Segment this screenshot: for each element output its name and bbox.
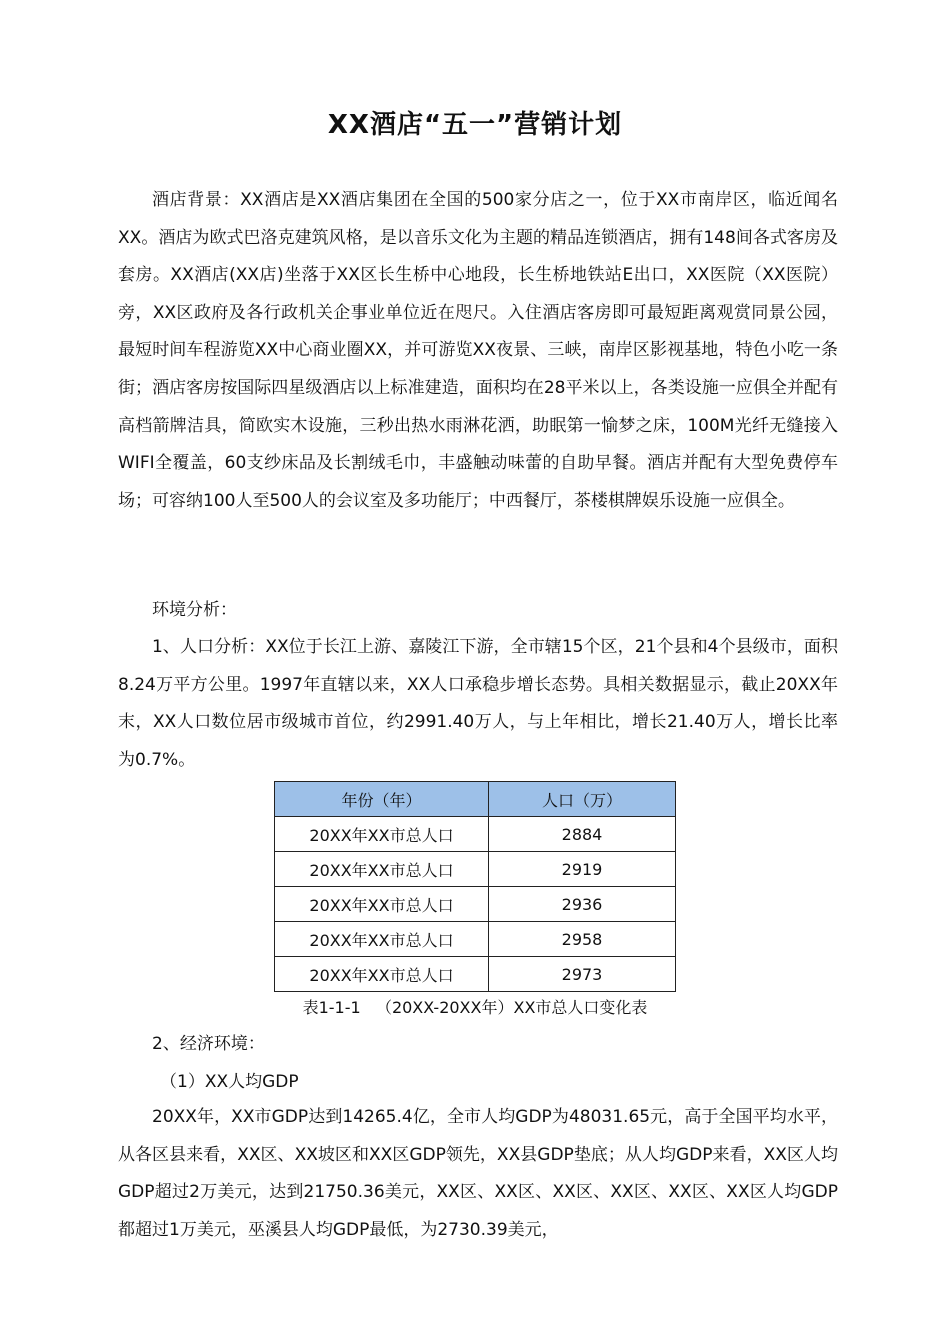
table-cell-population: 2884 — [489, 817, 676, 852]
table-cell-population: 2936 — [489, 887, 676, 922]
table-cell-year: 20XX年XX市总人口 — [275, 817, 489, 852]
gdp-paragraph: 20XX年，XX市GDP达到14265.4亿，全市人均GDP为48031.65元，高于全国平均水平，从各区县来看，XX区、XX坡区和XX区GDP领先，XX县GDP垫底；从人均GDP来看，XX区人均GDP超过2万美元，达到21750.36美元，XX区、XX区、XX区、XX区、XX区、XX区人均GDP都超过1万美元，巫溪县人均GDP最低，为2730.39美元， — [118, 1107, 838, 1240]
table-header-year: 年份（年） — [275, 782, 489, 817]
table-row — [275, 887, 676, 922]
table-caption: 表1-1-1 （20XX-20XX年）XX市总人口变化表 — [302, 998, 648, 1017]
table-cell-population: 2919 — [489, 852, 676, 887]
table-cell-year: 20XX年XX市总人口 — [275, 852, 489, 887]
gdp-subheading: （1）XX人均GDP — [160, 1072, 299, 1092]
table-header-row — [275, 782, 676, 817]
table-cell-population: 2973 — [489, 957, 676, 992]
population-table — [274, 781, 676, 992]
table-cell-year: 20XX年XX市总人口 — [275, 922, 489, 957]
table-cell-year: 20XX年XX市总人口 — [275, 957, 489, 992]
economic-heading: 2、经济环境： — [152, 1034, 265, 1054]
table-cell-year: 20XX年XX市总人口 — [275, 887, 489, 922]
table-cell-population: 2958 — [489, 922, 676, 957]
population-paragraph: 1、人口分析：XX位于长江上游、嘉陵江下游，全市辖15个区，21个县和4个县级市，面积8.24万平方公里。1997年直辖以来，XX人口承稳步增长态势。具相关数据显示，截止20XX年末，XX人口数位居市级城市首位，约2991.40万人，与上年相比，增长21.40万人，增长比率为0.7%。 — [118, 637, 838, 770]
environment-heading: 环境分析： — [152, 600, 237, 620]
table-header-population: 人口（万） — [489, 782, 676, 817]
table-row — [275, 922, 676, 957]
hotel-background-paragraph: 酒店背景：XX酒店是XX酒店集团在全国的500家分店之一，位于XX市南岸区，临近闻名XX。酒店为欧式巴洛克建筑风格，是以音乐文化为主题的精品连锁酒店，拥有148间各式客房及套房。XX酒店(XX店)坐落于XX区长生桥中心地段，长生桥地铁站E出口，XX医院（XX医院）旁，XX区政府及各行政机关企事业单位近在咫尺。入住酒店客房即可最短距离观赏同景公园，最短时间车程游览XX中心商业圈XX，并可游览XX夜景、三峡，南岸区影视基地，特色小吃一条街；酒店客房按国际四星级酒店以上标准建造，面积均在28平米以上，各类设施一应俱全并配有高档箭牌洁具，简欧实木设施，三秒出热水雨淋花洒，助眠第一愉梦之床，100M光纤无缝接入WIFI全覆盖，60支纱床品及长割绒毛巾，丰盛触动味蕾的自助早餐。酒店并配有大型免费停车场；可容纳100人至500人的会议室及多功能厅；中西餐厅，茶楼棋牌娱乐设施一应俱全。 — [118, 190, 838, 511]
table-row — [275, 817, 676, 852]
table-row — [275, 957, 676, 992]
page-title: XX酒店“五一”营销计划 — [327, 110, 623, 140]
table-row — [275, 852, 676, 887]
